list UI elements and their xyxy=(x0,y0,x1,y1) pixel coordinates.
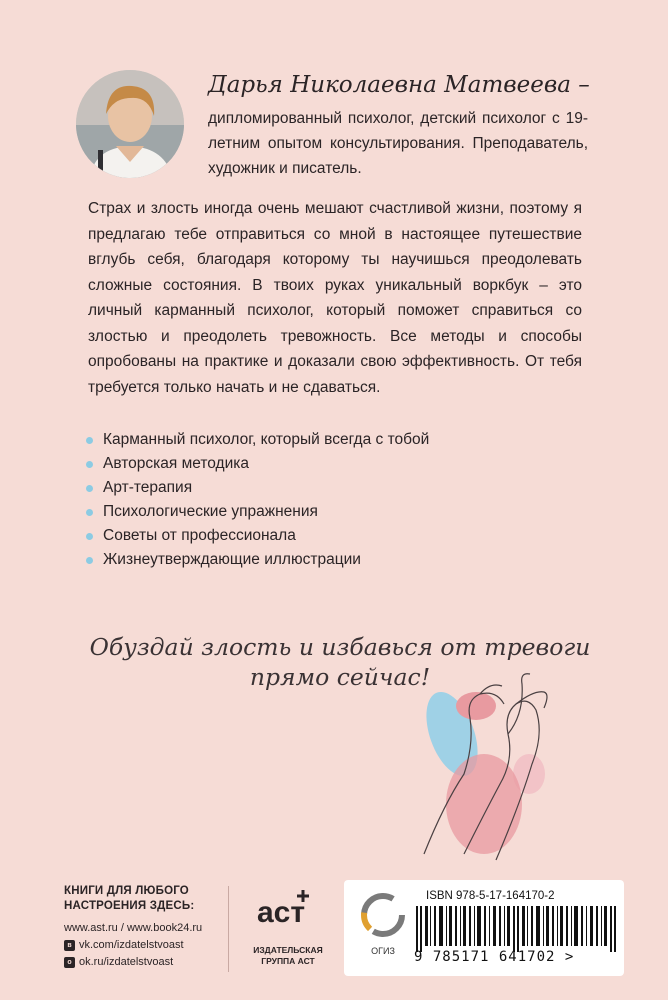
footer-divider xyxy=(228,886,229,972)
barcode-icon xyxy=(416,906,618,952)
isbn-label: ISBN 978-5-17-164170-2 xyxy=(426,890,555,902)
vk-link[interactable]: в vk.com/izdatelstvoast xyxy=(64,937,202,954)
ogiz-label: ОГИЗ xyxy=(371,946,395,956)
publisher-caption: ИЗДАТЕЛЬСКАЯ ГРУППА АСТ xyxy=(253,945,323,966)
ogiz-logo-icon xyxy=(360,892,406,938)
bullet-icon xyxy=(86,557,93,564)
ast-logo-icon xyxy=(253,884,323,938)
list-item: Советы от профессионала xyxy=(86,524,429,548)
list-item: Психологические упражнения xyxy=(86,500,429,524)
svg-text:аст: аст xyxy=(257,896,306,929)
vk-icon: в xyxy=(64,940,75,951)
footer-links xyxy=(64,920,202,971)
bullet-icon xyxy=(86,437,93,444)
bullet-icon xyxy=(86,461,93,468)
hands-illustration xyxy=(404,664,574,864)
author-name: Дарья Николаевна Матвеева – xyxy=(208,72,590,98)
ok-link[interactable]: о ok.ru/izdatelstvoast xyxy=(64,954,202,971)
publisher-logo xyxy=(240,884,336,967)
bullet-icon xyxy=(86,485,93,492)
list-item: Карманный психолог, который всегда с тобой xyxy=(86,428,429,452)
author-photo xyxy=(76,70,184,178)
websites-link[interactable]: www.ast.ru / www.book24.ru xyxy=(64,922,203,934)
intro-paragraph: Страх и злость иногда очень мешают счастливой жизни, поэтому я предлагаю тебе отправиться со мной в настоящее путешествие вглубь себя, благодаря которому ты научишься преодолевать сложные состояния. В твоих руках уникальный воркбук – это личный карманный психолог, который поможет справиться со злостью и преодолеть тревожность. Все методы и способы опробованы на практике и доказали свою эффективность. От тебя требуется только начать и не сдаваться. xyxy=(88,200,582,396)
slogan-line-2: прямо сейчас! xyxy=(249,663,431,691)
list-item: Арт-терапия xyxy=(86,476,429,500)
list-item: Жизнеутверждающие иллюстрации xyxy=(86,548,429,572)
bullet-icon xyxy=(86,509,93,516)
bullet-icon xyxy=(86,533,93,540)
footer-title: КНИГИ ДЛЯ ЛЮБОГО НАСТРОЕНИЯ ЗДЕСЬ: xyxy=(64,885,195,912)
barcode-digits: 9 785171 641702 > xyxy=(414,949,575,965)
ok-icon: о xyxy=(64,957,75,968)
author-bio: дипломированный психолог, детский психолог с 19-летним опытом консультирования. Преподаватель, художник и писатель. xyxy=(208,110,588,177)
slogan-line-1: Обуздай злость и избавься от тревоги xyxy=(89,633,591,661)
list-item: Авторская методика xyxy=(86,452,429,476)
feature-list xyxy=(86,428,429,572)
